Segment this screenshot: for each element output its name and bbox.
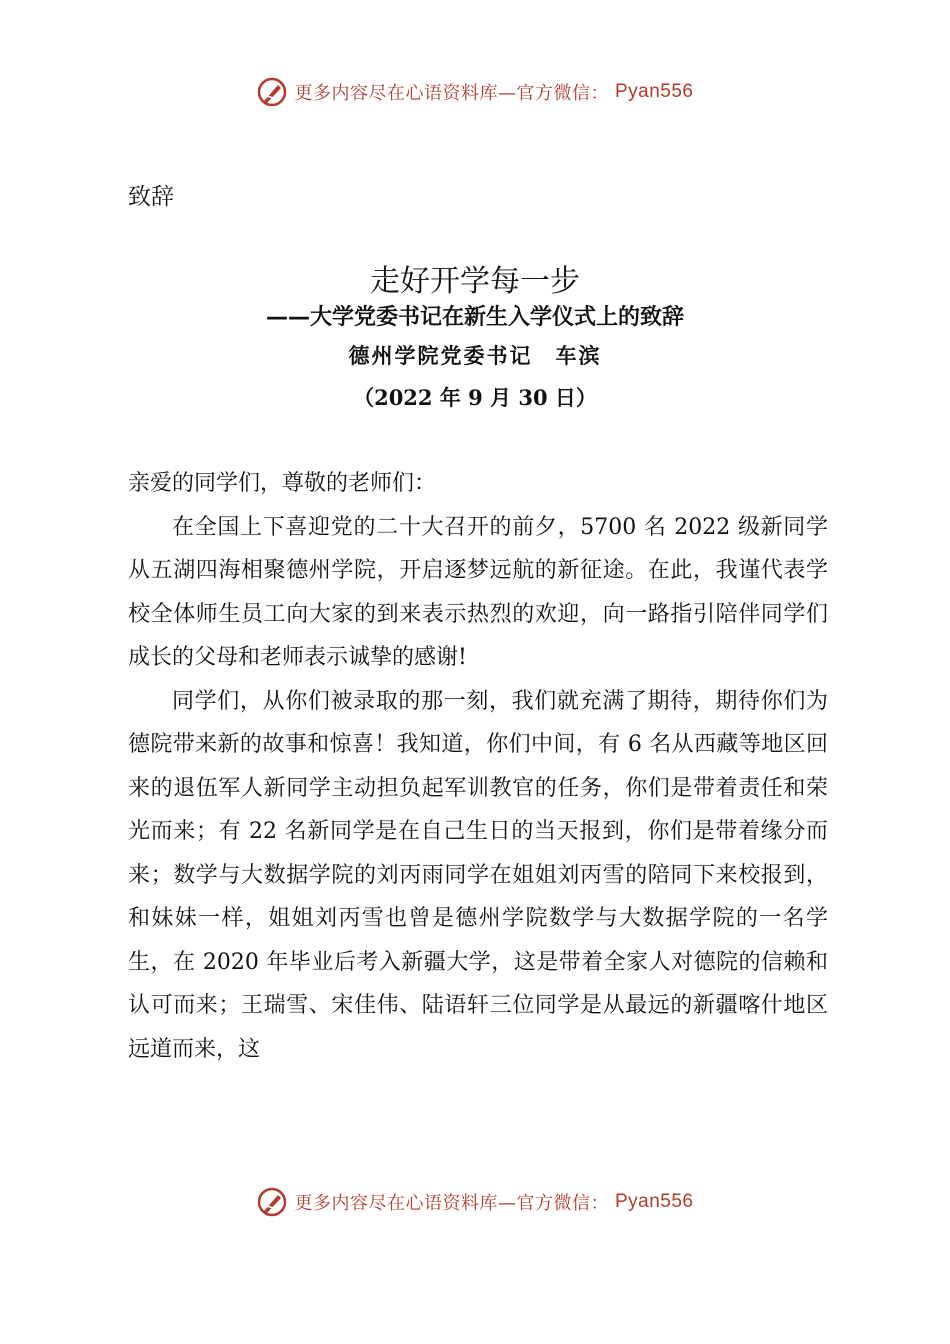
watermark-text: 更多内容尽在心语资料库—官方微信： (294, 83, 609, 104)
quill-pen-logo-icon (256, 76, 288, 108)
watermark-wechat-id: Pyan556 (614, 1191, 694, 1212)
watermark-wechat-id: Pyan556 (614, 81, 694, 102)
quill-pen-logo-icon (256, 1186, 288, 1218)
body-paragraph: 同学们，从你们被录取的那一刻，我们就充满了期待，期待你们为德院带来新的故事和惊喜！我知道，你们中间，有 6 名从西藏等地区回来的退伍军人新同学主动担负起军训教官的任务，你们是带着责任和荣光而来；有 22 名新同学是在自己生日的当天报到，你们是带着缘分而来；数学与大数据学院的刘丙雨同学在姐姐刘丙雪的陪同下来校报到，和妹妹一样，姐姐刘丙雪也曾是德州学院数学与大数据学院的一名学生，在 2020 年毕业后考入新疆大学，这是带着全家人对德院的信赖和认可而来；王瑞雪、宋佳伟、陆语轩三位同学是从最远的新疆喀什地区远道而来，这 (128, 688, 828, 1062)
footer-watermark (0, 1186, 950, 1218)
watermark-text: 更多内容尽在心语资料库—官方微信： (294, 1193, 609, 1214)
document-subtitle: ——大学党委书记在新生入学仪式上的致辞 (265, 305, 684, 330)
header-watermark (0, 76, 950, 108)
document-date: （2022 年 9 月 30 日） (353, 385, 597, 410)
section-label: 致辞 (128, 184, 174, 210)
salutation: 亲爱的同学们，尊敬的老师们： (128, 471, 437, 496)
document-title: 走好开学每一步 (370, 264, 580, 299)
document-author: 德州学院党委书记 车滨 (348, 343, 602, 368)
body-paragraph: 在全国上下喜迎党的二十大召开的前夕，5700 名 2022 级新同学从五湖四海相聚德州学院，开启逐梦远航的新征途。在此，我谨代表学校全体师生员工向大家的到来表示热烈的欢迎，向一路指引陪伴同学们成长的父母和老师表示诚挚的感谢! (128, 514, 828, 670)
document-body (128, 462, 828, 1071)
